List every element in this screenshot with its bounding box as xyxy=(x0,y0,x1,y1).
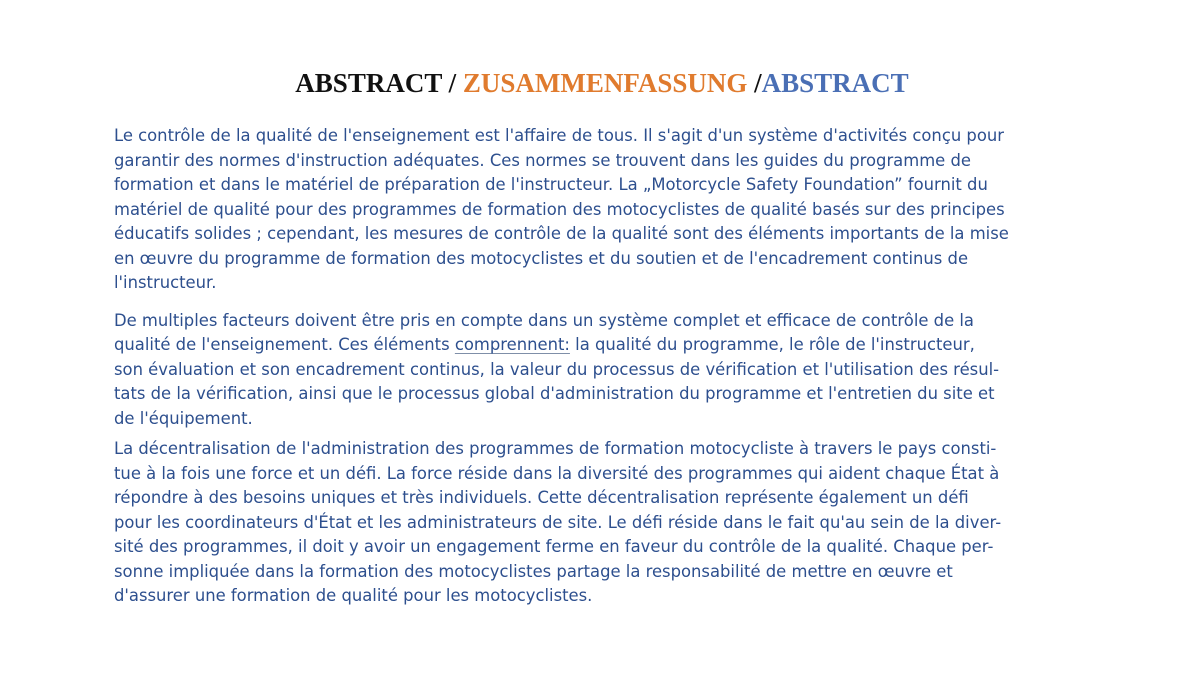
text-line: garantir des normes d'instruction adéquates. Ces normes se trouvent dans les guides du programme de xyxy=(114,150,971,170)
paragraph-3 xyxy=(114,437,1104,609)
text-line: La décentralisation de l'administration des programmes de formation motocycliste à travers le pays consti- xyxy=(114,439,997,458)
text-line: en œuvre du programme de formation des motocyclistes et du soutien et de l'encadrement continus de xyxy=(114,248,969,268)
text-line: pour les coordinateurs d'État et les administrateurs de site. Le défi réside dans le fait qu'au sein de la diver- xyxy=(114,512,1002,532)
title-abstract-fr: ABSTRACT xyxy=(761,68,909,98)
text-line: De multiples facteurs doivent être pris en compte dans un système complet et efficace de contrôle de la xyxy=(114,310,974,330)
text-line: d'assurer une formation de qualité pour les motocyclistes. xyxy=(114,586,593,605)
text-line: formation et dans le matériel de préparation de l'instructeur. La „Motorcycle Safety Foundation” fournit du xyxy=(114,175,988,194)
text-line xyxy=(114,333,1104,358)
underlined-word: comprennent: xyxy=(454,335,570,354)
title-zusammenfassung: ZUSAMMENFASSUNG xyxy=(462,68,748,98)
text-line: répondre à des besoins uniques et très individuels. Cette décentralisation représente également un défi xyxy=(114,488,969,507)
abstract-body xyxy=(114,124,1104,609)
paragraph-2 xyxy=(114,309,1104,432)
text-line: son évaluation et son encadrement continus, la valeur du processus de vérification et l'utilisation des résul- xyxy=(114,359,1000,379)
title-separator: / xyxy=(747,68,762,98)
paragraph-1 xyxy=(114,124,1104,296)
text-line: sonne impliquée dans la formation des motocyclistes partage la responsabilité de mettre en œuvre et xyxy=(114,561,953,581)
text-line: sité des programmes, il doit y avoir un engagement ferme en faveur du contrôle de la qualité. Chaque per- xyxy=(114,537,994,556)
text-line: l'instructeur. xyxy=(114,273,217,292)
text-segment: qualité de l'enseignement. Ces éléments xyxy=(114,335,455,354)
page-title xyxy=(0,66,1204,100)
title-abstract-en: ABSTRACT / xyxy=(295,68,463,98)
text-line: matériel de qualité pour des programmes de formation des motocyclistes de qualité basés sur des principes xyxy=(114,199,1005,219)
text-segment: la qualité du programme, le rôle de l'instructeur, xyxy=(569,335,975,354)
text-line: éducatifs solides ; cependant, les mesures de contrôle de la qualité sont des éléments importants de la mise xyxy=(114,224,1009,243)
text-line: de l'équipement. xyxy=(114,408,253,428)
text-line: tats de la vérification, ainsi que le processus global d'administration du programme et l'entretien du site et xyxy=(114,384,995,403)
text-line: Le contrôle de la qualité de l'enseignement est l'affaire de tous. Il s'agit d'un système d'activités conçu pour xyxy=(114,126,1004,145)
text-line: tue à la fois une force et un défi. La force réside dans la diversité des programmes qui aident chaque État à xyxy=(114,463,1000,483)
